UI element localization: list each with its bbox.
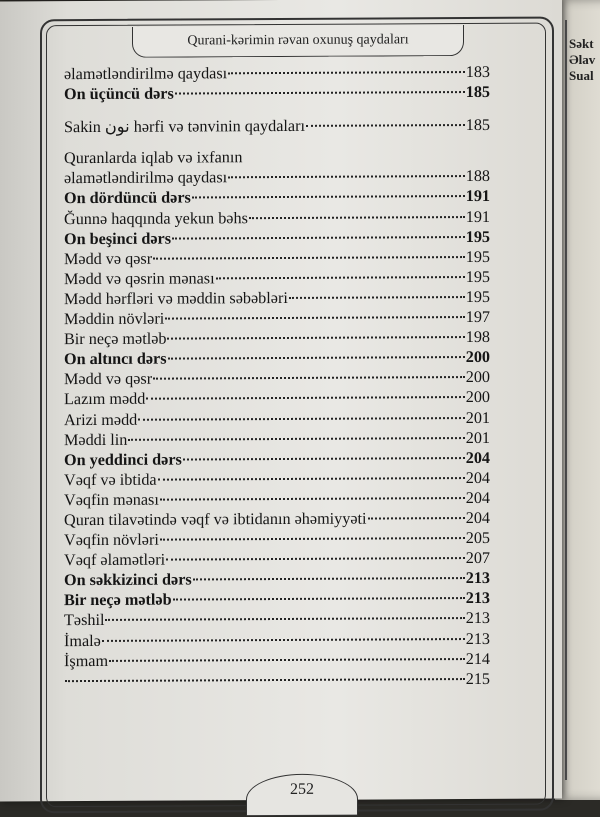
- toc-entry-title: Bir neçə mətləb: [64, 329, 167, 349]
- toc-entry-page: 204: [465, 488, 490, 507]
- back-page-line: Səkt: [569, 36, 594, 51]
- toc-entry-title: Quranlarda iqlab və ixfanın: [64, 148, 243, 168]
- toc-entry-page: 200: [465, 348, 490, 367]
- toc-entry-page: 195: [465, 287, 490, 306]
- toc-entry-title: Ğunnə haqqında yekun bəhs: [64, 208, 248, 228]
- toc-leader-dots: [158, 477, 465, 481]
- toc-entry-page: 214: [465, 649, 490, 668]
- toc-entry-title: On yeddinci dərs: [64, 450, 182, 469]
- toc-entry-page: 213: [465, 589, 490, 608]
- toc-entry-page: 195: [465, 267, 490, 286]
- toc-entry: [64, 529, 490, 551]
- toc-entry: [64, 207, 490, 229]
- toc-entry-page: 195: [465, 227, 490, 246]
- toc-entry: [64, 428, 490, 450]
- toc-leader-dots: [228, 71, 465, 74]
- toc-entry-title: Mədd hərfləri və məddin səbəbləri: [64, 288, 288, 309]
- toc-entry: [64, 147, 490, 169]
- toc-entry-title: Mədd və qəsrin mənası: [64, 269, 215, 288]
- toc-entry-page: 188: [465, 167, 490, 186]
- toc-entry-title: Təshil: [64, 611, 105, 630]
- toc-entry-page: 204: [465, 468, 490, 487]
- toc-leader-dots: [168, 356, 465, 360]
- toc-entry-page: 213: [465, 609, 490, 628]
- toc-entry-page: 191: [465, 187, 490, 206]
- toc-leader-dots: [65, 678, 465, 682]
- toc-entry-page: 185: [465, 82, 490, 102]
- back-page-border: [565, 20, 567, 780]
- toc-entry: [64, 549, 490, 571]
- toc-leader-dots: [165, 316, 464, 320]
- toc-leader-dots: [153, 376, 465, 380]
- toc-entry-page: 200: [465, 388, 490, 407]
- toc-entry-title: əlamətləndirilmə qaydası: [64, 168, 228, 188]
- toc-entry: [64, 609, 490, 631]
- toc-entry-title: Vəqf və ibtida: [64, 470, 157, 489]
- toc-entry-title: On beşinci dərs: [64, 229, 172, 248]
- toc-entry-title: On dördüncü dərs: [64, 188, 191, 208]
- toc-leader-dots: [193, 577, 465, 580]
- toc-leader-dots: [138, 417, 464, 421]
- toc-entry-title: İmalə: [64, 631, 101, 650]
- toc-entry: [64, 115, 490, 137]
- running-header: [132, 25, 464, 58]
- page-number-tab: [246, 774, 358, 817]
- toc-entry: [64, 268, 490, 290]
- toc-entry-title: Sakin نون hərfi və tənvinin qaydaları: [64, 117, 305, 137]
- toc-leader-dots: [102, 638, 465, 642]
- toc-entry: [64, 167, 490, 189]
- toc-entry-page: 213: [465, 569, 490, 588]
- toc-entry-title: On üçüncü dərs: [64, 84, 174, 104]
- toc-entry: [64, 328, 490, 350]
- toc-leader-dots: [306, 124, 465, 127]
- toc-entry-title: əlamətləndirilmə qaydası: [64, 64, 228, 84]
- toc-entry: [64, 509, 490, 531]
- toc-leader-dots: [128, 437, 464, 441]
- toc-entry-title: Vəqfin növləri: [64, 530, 159, 550]
- toc-entry-title: Quran tilavətində vəqf və ibtidanın əhəmiyyəti: [64, 509, 367, 530]
- toc-entry: [64, 63, 490, 85]
- toc-entry: [64, 449, 490, 471]
- page-number: 252: [290, 780, 314, 798]
- toc-leader-dots: [146, 396, 464, 400]
- header-title: Qurani-kərimin rəvan oxunuş qaydaları: [187, 32, 409, 49]
- toc-entry: [64, 408, 490, 430]
- toc-entry: [64, 670, 490, 692]
- back-page-line: Əlav: [569, 52, 596, 67]
- toc-entry: [64, 368, 490, 390]
- toc-entry: [64, 629, 490, 651]
- toc-entry-page: 191: [465, 207, 490, 226]
- toc-entry-title: On altıncı dərs: [64, 349, 167, 369]
- toc-leader-dots: [192, 196, 465, 199]
- toc-entry-title: Vəqf əlamətləri: [64, 550, 166, 570]
- toc-leader-dots: [183, 457, 465, 460]
- toc-leader-dots: [172, 236, 465, 240]
- toc-entry: [64, 469, 490, 491]
- toc-entry: [64, 83, 490, 105]
- toc-entry: [64, 308, 490, 330]
- toc-entry-title: Bir neçə mətləb: [64, 590, 172, 610]
- toc-entry-page: 204: [465, 448, 490, 467]
- toc-entry-title: Məddin növləri: [64, 309, 165, 329]
- toc-entry: [64, 248, 490, 270]
- toc-entry-title: Arizi mədd: [64, 410, 138, 429]
- toc-leader-dots: [109, 658, 465, 662]
- toc-entry-title: İşmam: [64, 651, 109, 670]
- toc-leader-dots: [289, 296, 465, 299]
- toc-leader-dots: [160, 497, 465, 501]
- toc-entry: [64, 348, 490, 370]
- toc-entry: [64, 589, 490, 611]
- toc-entry-page: 204: [465, 508, 490, 528]
- toc-entry-title: Məddi lin: [64, 430, 128, 449]
- toc-leader-dots: [368, 517, 465, 520]
- toc-entry-page: 215: [465, 669, 490, 688]
- toc-leader-dots: [173, 597, 465, 601]
- toc-leader-dots: [228, 175, 465, 178]
- toc-entry-page: 195: [465, 247, 490, 266]
- toc-leader-dots: [160, 537, 465, 541]
- toc-entry-title: Mədd və qəsr: [64, 249, 153, 268]
- toc-entry-page: 205: [465, 528, 490, 548]
- toc-leader-dots: [167, 336, 464, 340]
- toc-entry-page: 183: [465, 62, 490, 82]
- toc-entry-page: 207: [465, 549, 490, 568]
- toc-entry-page: 200: [465, 368, 490, 387]
- toc-entry: [64, 569, 490, 591]
- toc-entry-page: 185: [465, 116, 490, 135]
- back-page-line: Sual: [569, 68, 594, 83]
- toc-entry-page: 198: [465, 328, 490, 347]
- toc-entry-page: 213: [465, 629, 490, 648]
- toc-entry-title: Mədd və qəsr: [64, 369, 153, 389]
- toc-entry: [64, 489, 490, 511]
- toc-entry-title: Vəqfin mənası: [64, 490, 159, 510]
- back-page-text: [569, 36, 600, 84]
- toc-leader-dots: [249, 216, 465, 219]
- toc-entry: [64, 650, 490, 672]
- toc-entry-title: Lazım mədd: [64, 390, 146, 409]
- table-of-contents: [64, 63, 490, 692]
- toc-entry-page: 201: [465, 428, 490, 447]
- toc-entry: [64, 228, 490, 250]
- toc-entry-title: On səkkizinci dərs: [64, 570, 192, 590]
- toc-leader-dots: [153, 256, 465, 260]
- toc-leader-dots: [175, 91, 465, 95]
- toc-entry-page: 201: [465, 408, 490, 427]
- toc-entry: [64, 388, 490, 410]
- toc-leader-dots: [166, 557, 465, 561]
- toc-entry: [64, 187, 490, 209]
- toc-entry-page: 197: [465, 307, 490, 327]
- toc-leader-dots: [105, 617, 464, 621]
- toc-entry: [64, 288, 490, 310]
- toc-leader-dots: [216, 276, 465, 279]
